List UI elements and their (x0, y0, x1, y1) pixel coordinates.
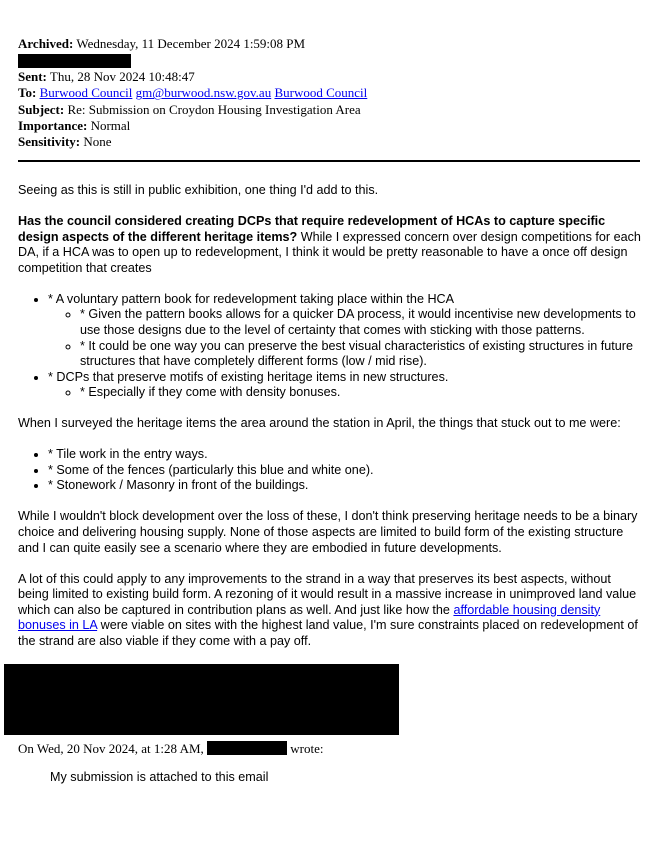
list-item-text: * A voluntary pattern book for redevelopment taking place within the HCA (48, 291, 455, 306)
subject-row (18, 102, 638, 118)
sensitivity-value: None (83, 134, 112, 150)
sent-value: Thu, 28 Nov 2024 10:48:47 (49, 69, 195, 85)
subject-label: Subject: (18, 101, 65, 117)
quote-suffix: wrote: (290, 741, 324, 756)
header-divider (18, 160, 640, 162)
redacted-signature (4, 664, 399, 735)
sub-list-item: ◦ * Especially if they come with density bonuses. (80, 385, 643, 401)
sub-list-item: ◦ * Given the pattern books allows for a quicker DA process, it would incentivise new developments to use those designs due to the level of certainty that comes with sticking with those patterns. (80, 307, 643, 338)
sub-list (48, 307, 643, 369)
list-item (48, 292, 643, 370)
sub-list-item: ◦ * It could be one way you can preserve the best visual characteristics of existing structures in future structures that have completely different forms (low / mid rise). (80, 339, 643, 370)
suggestions-list (18, 292, 643, 401)
email-body (18, 183, 643, 665)
to-recipient-link[interactable]: Burwood Council (39, 85, 133, 101)
question-bold: Has the council considered creating DCPs that require redevelopment of HCAs to capture specific design aspects of the different heritage items? (18, 213, 606, 244)
sensitivity-row (18, 134, 638, 150)
sent-row (18, 69, 638, 85)
sent-label: Sent: (18, 69, 47, 85)
email-header (18, 36, 638, 150)
list-item-text: * DCPs that preserve motifs of existing heritage items in new structures. (48, 369, 449, 384)
quote-header (18, 741, 323, 757)
intro-paragraph: Seeing as this is still in public exhibition, one thing I'd add to this. (18, 183, 379, 197)
strand-paragraph (18, 572, 643, 650)
question-rest: While I expressed concern over design competitions for each DA, if a HCA was to open up to redevelopment, I think it would be pretty reasonable to have a once off design competition that creates (18, 229, 641, 275)
sub-list (48, 385, 643, 401)
importance-row (18, 118, 638, 134)
quoted-message: My submission is attached to this email (50, 770, 269, 784)
strand-text-before: A lot of this could apply to any improvements to the strand in a way that preserves its best aspects, without being limited to existing build form. A rezoning of it would result in a massive increase in unimproved land value which can also be captured in contribution plans as well. And just like how the (18, 571, 637, 617)
archived-row (18, 36, 638, 52)
to-label: To: (18, 85, 37, 101)
importance-value: Normal (90, 117, 131, 133)
block-paragraph: While I wouldn't block development over the loss of these, I don't think preserving heritage needs to be a binary choice and delivering housing supply. None of those aspects are limited to build form of the existing structure and I can quite easily see a scenario where they are embodied in future developments. (18, 509, 638, 555)
to-email-link[interactable]: gm@burwood.nsw.gov.au (135, 85, 272, 101)
redacted-author (207, 741, 287, 755)
archived-label: Archived: (18, 36, 74, 51)
strand-text-after: were viable on sites with the highest land value, I'm sure constraints placed on redevelopment of the strand are also viable if they come with a pay off. (18, 618, 638, 648)
importance-label: Importance: (18, 117, 88, 133)
quote-prefix: On Wed, 20 Nov 2024, at 1:28 AM, (18, 741, 204, 756)
affordable-housing-link[interactable]: affordable housing density bonuses in LA (18, 602, 601, 633)
list-item: • * Stonework / Masonry in front of the buildings. (48, 478, 643, 494)
list-item: • * Tile work in the entry ways. (48, 447, 643, 463)
list-item: • * Some of the fences (particularly this blue and white one). (48, 463, 643, 479)
survey-paragraph: When I surveyed the heritage items the area around the station in April, the things that stuck out to me were: (18, 416, 621, 431)
sensitivity-label: Sensitivity: (18, 134, 81, 150)
question-paragraph (18, 214, 643, 276)
redacted-sender (18, 54, 131, 68)
subject-value: Re: Submission on Croydon Housing Investigation Area (67, 101, 361, 117)
to-row (18, 85, 638, 101)
archived-value: Wednesday, 11 December 2024 1:59:08 PM (76, 36, 306, 51)
to-recipient-link-2[interactable]: Burwood Council (274, 85, 368, 101)
heritage-list (18, 447, 643, 494)
list-item (48, 370, 643, 401)
